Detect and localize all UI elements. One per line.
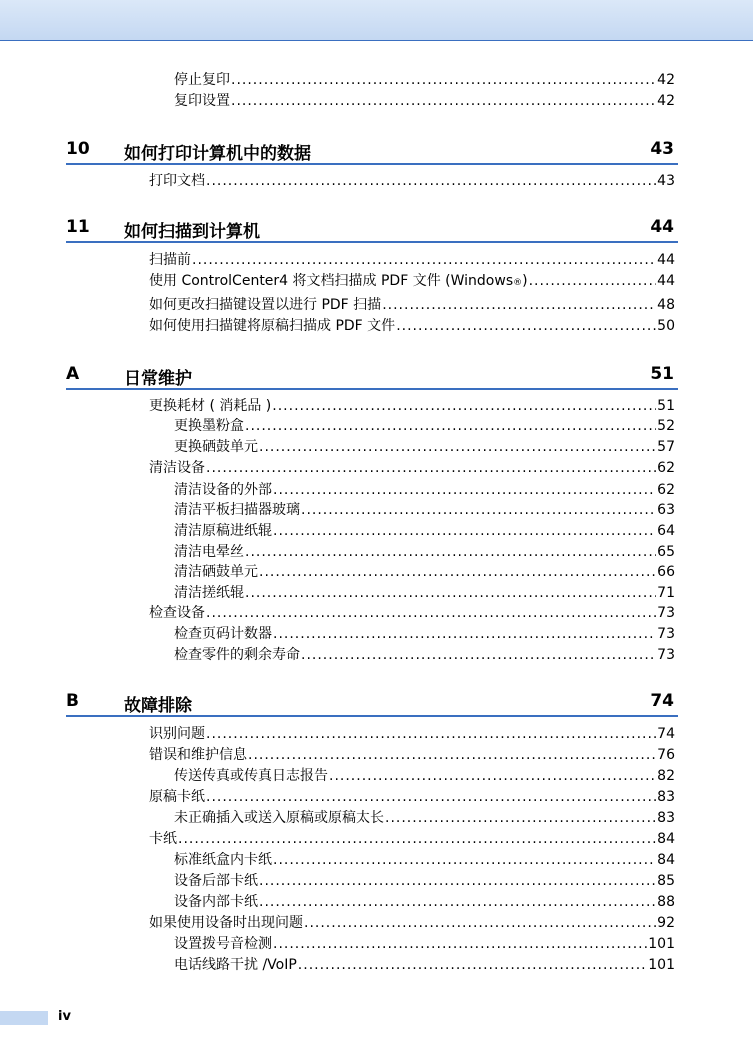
entry-title: 设备内部卡纸 (174, 894, 258, 910)
entry-page: 74 (657, 726, 675, 742)
entry-page: 73 (657, 626, 675, 642)
entry-page: 50 (657, 318, 675, 334)
chapter-number: A (66, 364, 80, 384)
entry-title: 使用 ControlCenter4 将文档扫描成 PDF 文件 (Windows (149, 273, 514, 289)
dot-leader (382, 295, 656, 315)
dot-leader (301, 500, 656, 520)
entry-title: 传送传真或传真日志报告 (174, 768, 328, 784)
toc-subentry[interactable] (174, 542, 675, 562)
dot-leader (304, 913, 656, 933)
entry-title: 检查设备 (149, 605, 205, 621)
chapter-page: 43 (650, 139, 674, 159)
chapter-heading[interactable] (66, 689, 678, 717)
dot-leader (529, 271, 657, 291)
header-band (0, 0, 753, 41)
chapter-heading[interactable] (66, 362, 678, 390)
toc-subentry[interactable] (174, 892, 675, 912)
entry-title: 清洁设备的外部 (174, 482, 272, 498)
entry-title: 如何更改扫描键设置以进行 PDF 扫描 (149, 297, 382, 313)
toc-entry[interactable] (149, 603, 675, 623)
toc-entry[interactable] (149, 396, 675, 416)
entry-page: 64 (657, 523, 675, 539)
chapter-number: B (66, 691, 79, 711)
toc-entry[interactable] (149, 458, 675, 478)
dot-leader (385, 808, 656, 828)
dot-leader (301, 645, 656, 665)
entry-title: 卡纸 (149, 831, 177, 847)
toc-subentry[interactable] (174, 562, 675, 582)
dot-leader (273, 624, 656, 644)
dot-leader (231, 91, 656, 111)
toc-entry[interactable]: 使用 ControlCenter4 将文档扫描成 PDF 文件 (Windows ® ) ..... 44 (149, 271, 675, 291)
toc-subentry[interactable] (174, 955, 675, 975)
chapter-title: 如何扫描到计算机 (124, 222, 260, 242)
toc-subentry[interactable] (174, 934, 675, 954)
dot-leader (298, 955, 647, 975)
chapter-number: 11 (66, 217, 90, 237)
entry-page: 82 (657, 768, 675, 784)
dot-leader (329, 766, 656, 786)
entry-page: 71 (657, 585, 675, 601)
dot-leader (245, 542, 656, 562)
toc-entry[interactable] (149, 724, 675, 744)
entry-page: 63 (657, 502, 675, 518)
dot-leader (396, 316, 656, 336)
entry-page: 101 (648, 936, 675, 952)
entry-title: 识别问题 (149, 726, 205, 742)
toc-subentry[interactable] (174, 480, 675, 500)
footer-tab (0, 1011, 48, 1025)
dot-leader (245, 416, 656, 436)
entry-title: 打印文档 (149, 173, 205, 189)
dot-leader (273, 521, 656, 541)
entry-title: 清洁平板扫描器玻璃 (174, 502, 300, 518)
entry-title: 清洁原稿进纸辊 (174, 523, 272, 539)
toc-subentry[interactable] (174, 808, 675, 828)
entry-title: 设备后部卡纸 (174, 873, 258, 889)
dot-leader (178, 829, 656, 849)
entry-title: 清洁硒鼓单元 (174, 564, 258, 580)
dot-leader (273, 934, 647, 954)
entry-page: 76 (657, 747, 675, 763)
chapter-page: 44 (650, 217, 674, 237)
toc-subentry[interactable] (174, 416, 675, 436)
dot-leader (259, 871, 656, 891)
toc-subentry[interactable] (174, 624, 675, 644)
entry-page: 43 (657, 173, 675, 189)
entry-title: 错误和维护信息 (149, 747, 247, 763)
entry-title: 清洁电晕丝 (174, 544, 244, 560)
entry-title: 更换耗材 ( 消耗品 ) (149, 398, 272, 414)
entry-page: 83 (657, 789, 675, 805)
toc-subentry[interactable] (174, 871, 675, 891)
dot-leader (206, 724, 656, 744)
entry-title: 未正确插入或送入原稿或原稿太长 (174, 810, 384, 826)
dot-leader (206, 603, 656, 623)
dot-leader (273, 480, 656, 500)
toc-entry[interactable] (149, 913, 675, 933)
entry-page: 84 (657, 831, 675, 847)
entry-page: 44 (657, 273, 675, 289)
entry-page: 73 (657, 647, 675, 663)
entry-page: 62 (657, 482, 675, 498)
entry-title: 原稿卡纸 (149, 789, 205, 805)
entry-title: 设置拨号音检测 (174, 936, 272, 952)
entry-title: 如何使用扫描键将原稿扫描成 PDF 文件 (149, 318, 396, 334)
dot-leader (259, 437, 656, 457)
toc-subentry[interactable] (174, 766, 675, 786)
dot-leader (259, 562, 656, 582)
dot-leader (192, 250, 656, 270)
chapter-title: 故障排除 (124, 696, 192, 716)
toc-subentry[interactable] (174, 850, 675, 870)
chapter-title: 如何打印计算机中的数据 (124, 144, 311, 164)
toc-subentry[interactable] (174, 645, 675, 665)
dot-leader (272, 396, 656, 416)
entry-page: 48 (657, 297, 675, 313)
toc-entry[interactable] (149, 171, 675, 191)
entry-page: 66 (657, 564, 675, 580)
dot-leader (231, 70, 656, 90)
entry-title: 更换硒鼓单元 (174, 439, 258, 455)
chapter-page: 74 (650, 691, 674, 711)
entry-title: 检查页码计数器 (174, 626, 272, 642)
entry-title: 检查零件的剩余寿命 (174, 647, 300, 663)
entry-page: 57 (657, 439, 675, 455)
chapter-heading[interactable] (66, 137, 678, 165)
dot-leader (206, 171, 656, 191)
chapter-title: 日常维护 (124, 369, 192, 389)
entry-title: 更换墨粉盒 (174, 418, 244, 434)
entry-page: 42 (657, 93, 675, 109)
entry-page: 44 (657, 252, 675, 268)
dot-leader (245, 583, 656, 603)
dot-leader (206, 458, 656, 478)
toc-subentry[interactable] (174, 437, 675, 457)
entry-page: 73 (657, 605, 675, 621)
entry-title: 停止复印 (174, 72, 230, 88)
toc-entry[interactable] (149, 829, 675, 849)
toc-entry[interactable] (149, 316, 675, 336)
chapter-number: 10 (66, 139, 90, 159)
entry-title: 扫描前 (149, 252, 191, 268)
toc-entry[interactable] (149, 250, 675, 270)
toc-subentry[interactable] (174, 70, 675, 90)
chapter-page: 51 (650, 364, 674, 384)
entry-page: 42 (657, 72, 675, 88)
entry-page: 88 (657, 894, 675, 910)
toc-subentry[interactable] (174, 91, 675, 111)
dot-leader (259, 892, 656, 912)
entry-page: 85 (657, 873, 675, 889)
toc-entry[interactable] (149, 295, 675, 315)
chapter-heading[interactable] (66, 215, 678, 243)
entry-page: 84 (657, 852, 675, 868)
entry-title: 电话线路干扰 /VoIP (174, 957, 297, 973)
entry-title: 标准纸盒内卡纸 (174, 852, 272, 868)
entry-title: 复印设置 (174, 93, 230, 109)
toc-subentry[interactable] (174, 500, 675, 520)
entry-page: 92 (657, 915, 675, 931)
dot-leader (273, 850, 656, 870)
entry-page: 83 (657, 810, 675, 826)
entry-page: 52 (657, 418, 675, 434)
entry-title: 清洁搓纸辊 (174, 585, 244, 601)
entry-title-suffix: ) (522, 273, 528, 289)
toc-entry[interactable] (149, 787, 675, 807)
entry-page: 101 (648, 957, 675, 973)
entry-title: 如果使用设备时出现问题 (149, 915, 303, 931)
entry-title: 清洁设备 (149, 460, 205, 476)
dot-leader (248, 745, 656, 765)
toc-subentry[interactable] (174, 583, 675, 603)
footer-page-number: iv (58, 1009, 71, 1024)
toc-subentry[interactable] (174, 521, 675, 541)
entry-page: 51 (657, 398, 675, 414)
toc-entry[interactable] (149, 745, 675, 765)
entry-page: 65 (657, 544, 675, 560)
entry-page: 62 (657, 460, 675, 476)
dot-leader (206, 787, 656, 807)
